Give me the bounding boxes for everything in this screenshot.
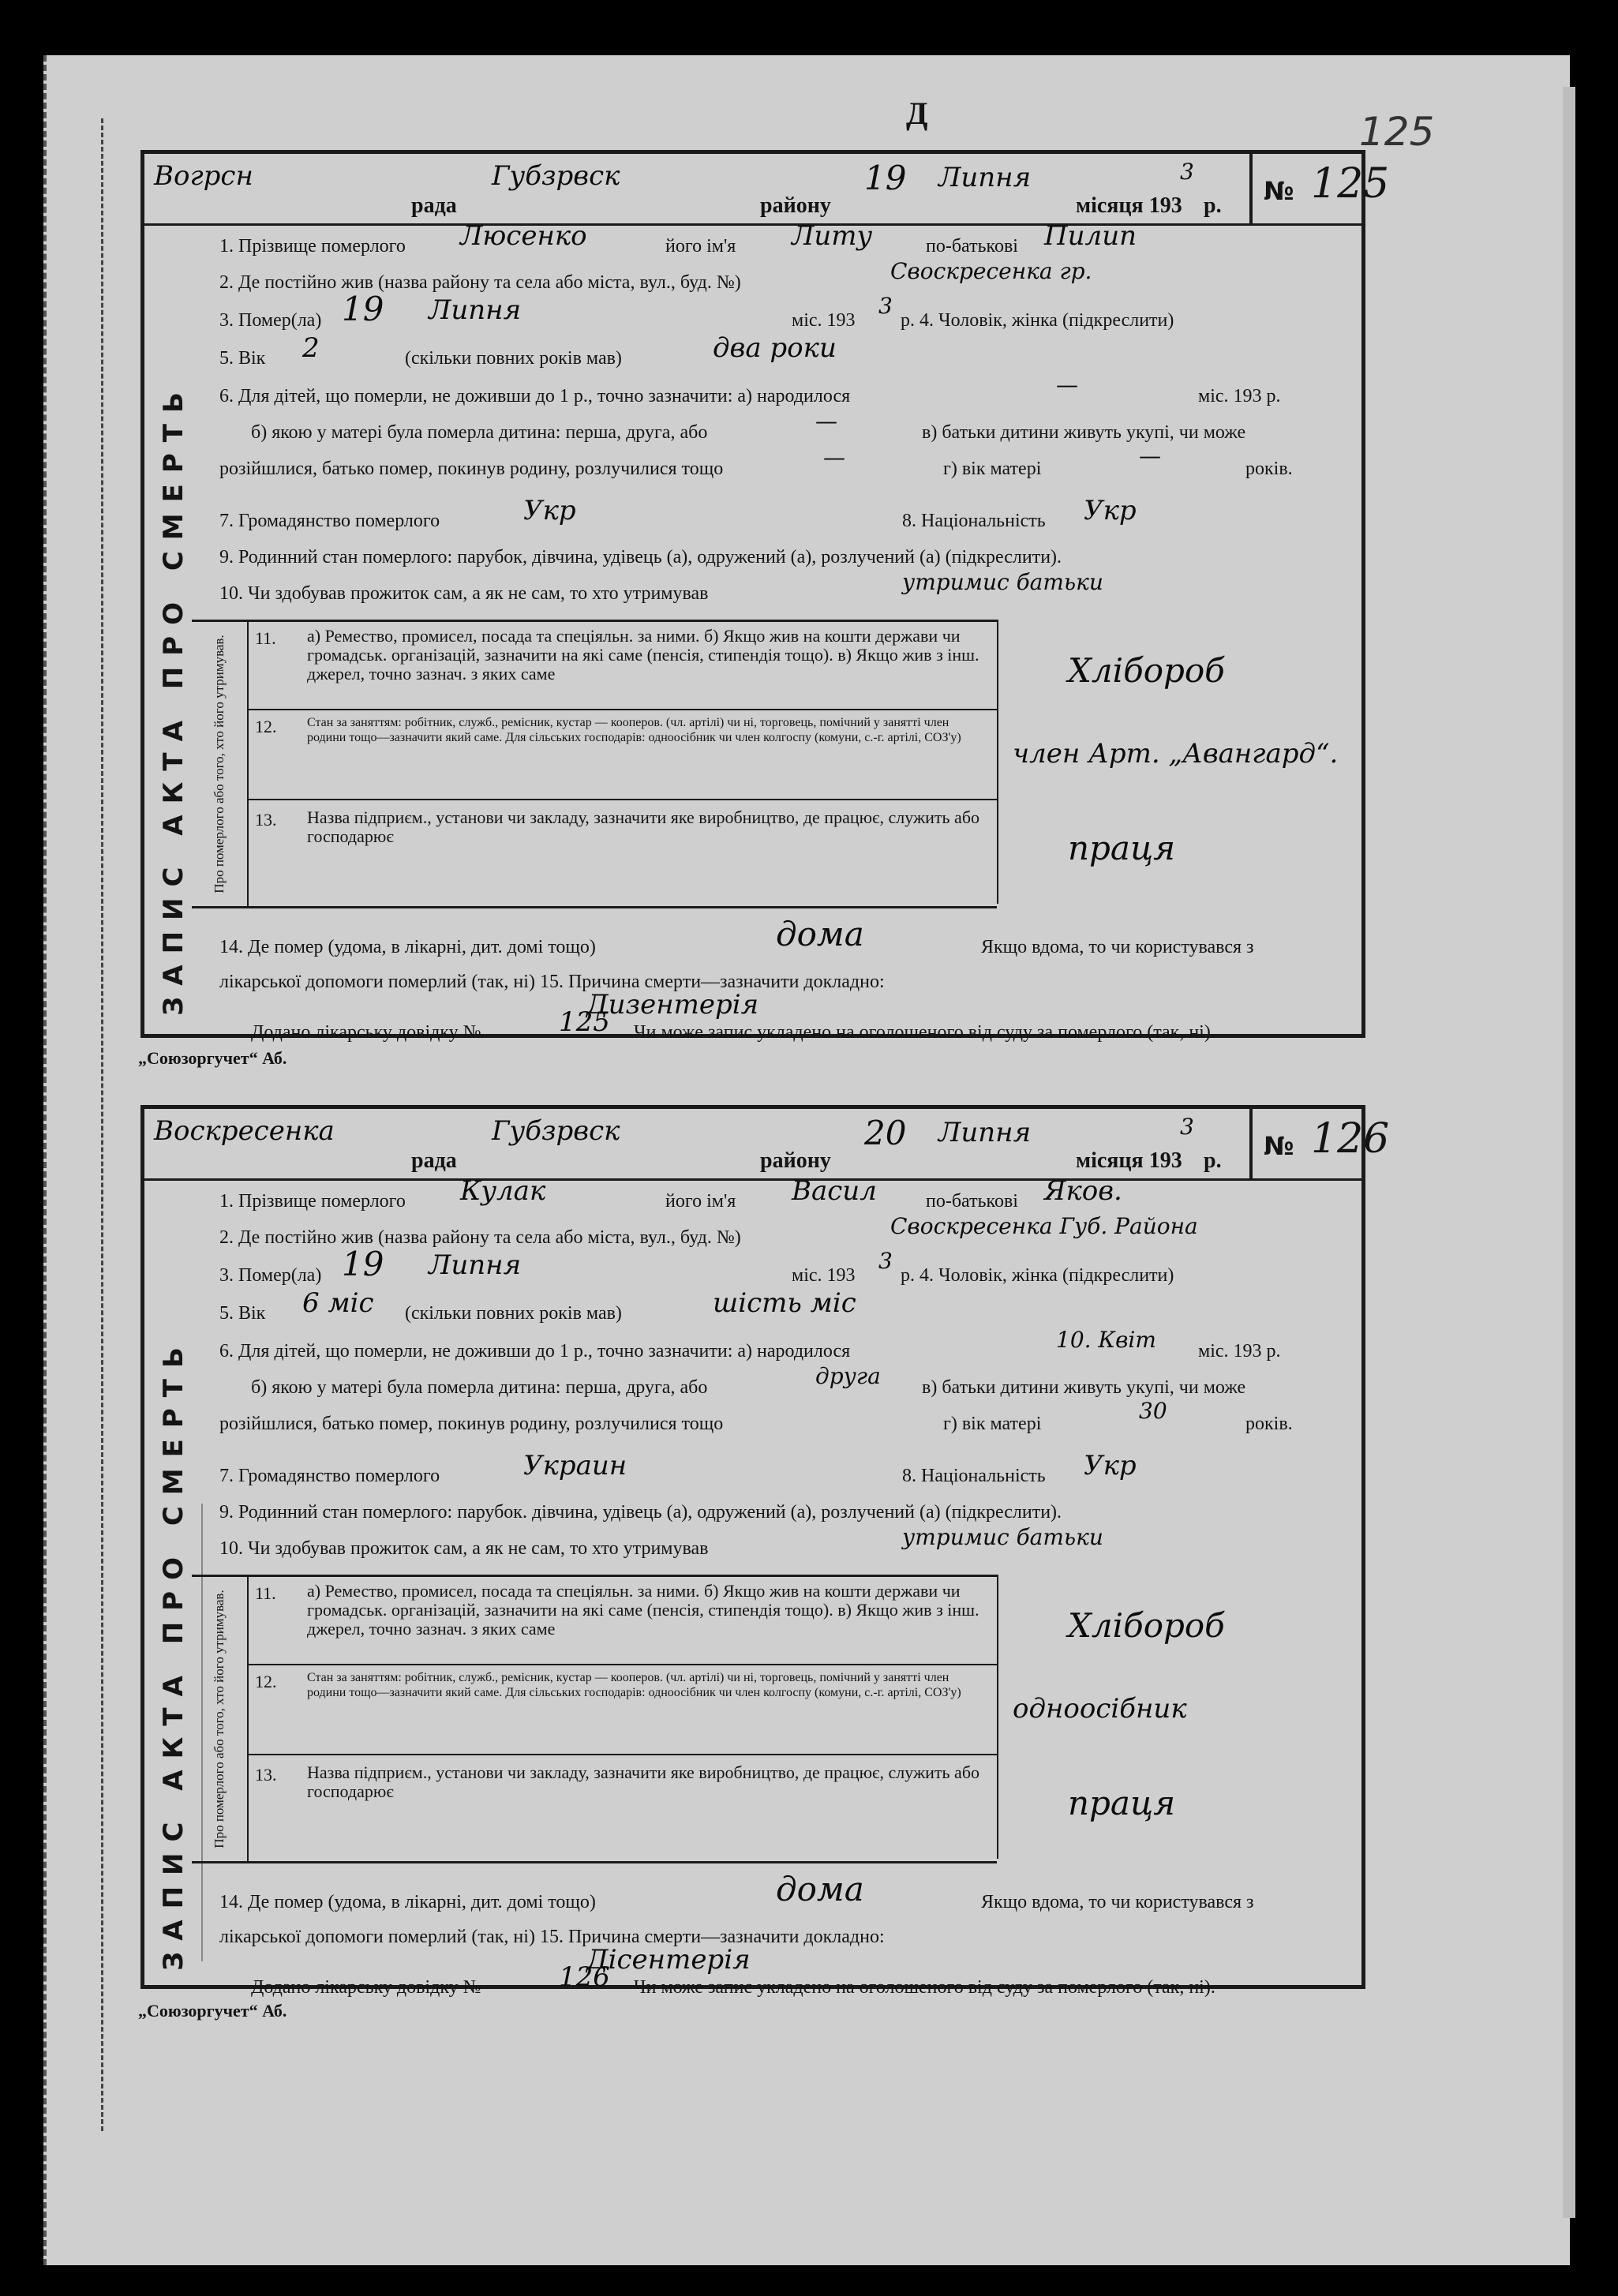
row-12-text: Стан за заняттям: робітник, служб., ремісник, кустар — кооперов. (чл. артілі) чи ні, торговець, помічний у занятті член родини тощо—зазначити який саме. Для сільських господарів: одноосібник чи член колгоспу (комуни, с.-г. артілі, СОЗ'у) — [307, 716, 961, 744]
row-13 — [247, 1755, 997, 1858]
death-date-label: 3. Помер(ла) — [219, 310, 322, 331]
district-handwritten: Губзрвск — [492, 1115, 620, 1147]
patronymic-value: Яков. — [1044, 1175, 1122, 1207]
mother-age-label: г) вік матері — [943, 1414, 1042, 1434]
row-12-value: член Арт. „Авангард“. — [1013, 738, 1339, 770]
age-words-value: два роки — [713, 332, 837, 364]
death-year-suffix: 3 — [878, 1248, 893, 1274]
row-13-text: Назва підприєм., установи чи закладу, зазначити яке виробництво, де працює, служить або господарює — [307, 807, 980, 846]
header-rule — [144, 223, 1361, 226]
livelihood-value: утримис батьки — [902, 1524, 1103, 1550]
row-13-text: Назва підприєм., установи чи закладу, зазначити яке виробництво, де працює, служить або господарює — [307, 1762, 980, 1801]
binding-perforation — [101, 118, 103, 2131]
row-12-number: 12. — [255, 717, 277, 736]
marital-status-label: 9. Родинний стан померлого: парубок. дівчина, удівець (а), одружений (а), розлучений (а) (підкреслити). — [219, 1502, 1062, 1523]
infant-born-label: 6. Для дітей, що померли, не доживши до 1 р., точно зазначити: а) народилося — [219, 386, 851, 406]
number-label: № — [1264, 1131, 1294, 1161]
death-day-value: 19 — [342, 1245, 384, 1283]
death-record-form-2 — [140, 1105, 1390, 1998]
row-11-number: 11. — [255, 628, 276, 648]
rada-label: рада — [411, 1148, 457, 1173]
month-year-label: місяця 193 — [1076, 1148, 1182, 1173]
day-handwritten: 19 — [864, 159, 907, 197]
surname-value: Кулак — [460, 1175, 546, 1207]
cause-of-death-value: Дісентерія — [586, 1944, 751, 1976]
occupation-table — [192, 620, 997, 908]
row-12 — [247, 710, 997, 800]
death-day-value: 19 — [342, 290, 384, 328]
row-13-number: 13. — [255, 810, 277, 830]
livelihood-value: утримис батьки — [902, 569, 1103, 595]
printer-footer-2: „Союзоргучет“ Аб. — [138, 2001, 287, 2021]
occupation-table-side — [192, 1577, 249, 1861]
residence-value: Своскресенка Губ. Района — [890, 1213, 1198, 1239]
record-number-handwritten: 125 — [1311, 160, 1390, 208]
row-11 — [247, 1577, 997, 1665]
infant-order-value: — — [815, 408, 837, 434]
row-13-value: праця — [1068, 829, 1176, 867]
row-12 — [247, 1665, 997, 1755]
gender-label: р. 4. Чоловік, жінка (підкреслити) — [901, 1265, 1174, 1286]
row-12-value: одноосібник — [1013, 1693, 1187, 1725]
name-label: його ім'я — [665, 236, 736, 257]
row-12-text: Стан за заняттям: робітник, служб., ремісник, кустар — кооперов. (чл. артілі) чи ні, торговець, помічний у занятті член родини тощо—зазначити який саме. Для сільських господарів: одноосібник чи член колгоспу (комуни, с.-г. артілі, СОЗ'у) — [307, 1671, 961, 1699]
month-handwritten: Липня — [938, 1117, 1032, 1148]
death-month-value: Липня — [429, 1249, 522, 1281]
infant-born-year-label: міс. 193 р. — [1198, 1341, 1281, 1361]
day-handwritten: 20 — [864, 1114, 907, 1152]
surname-value: Люсенко — [460, 220, 587, 252]
table-divider — [997, 620, 998, 904]
residence-value: Своскресенка гр. — [890, 258, 1092, 284]
death-place-value: дома — [776, 915, 864, 953]
table-divider — [997, 1575, 998, 1859]
patronymic-value: Пилип — [1044, 220, 1137, 252]
certificate-number: 125 — [559, 1006, 610, 1038]
rada-label: рада — [411, 193, 457, 218]
certificate-label: Додано лікарську довідку № — [251, 1977, 481, 1998]
occupation-table-side-label: Про померлого або того, хто його утримував. — [212, 635, 227, 893]
cause-of-death-label: лікарської допомоги померлий (так, ні) 15. Причина смерти—зазначити докладно: — [219, 1927, 885, 1947]
gender-label: р. 4. Чоловік, жінка (підкреслити) — [901, 310, 1174, 331]
district-handwritten: Губзрвск — [492, 160, 620, 192]
page-letter: Д — [906, 96, 928, 131]
record-number-box — [1249, 154, 1390, 225]
header-rule — [144, 1178, 1361, 1181]
name-value: Васил — [792, 1175, 877, 1207]
mother-age-value: — — [1139, 443, 1161, 469]
patronymic-label: по-батькові — [926, 236, 1018, 257]
death-year-label: міс. 193 — [792, 310, 856, 331]
month-handwritten: Липня — [938, 162, 1032, 193]
court-record-label: Чи може запис укладено на оголошеного від суду за померлого (так, ні). — [634, 1977, 1215, 1998]
death-date-label: 3. Помер(ла) — [219, 1265, 322, 1286]
age-hint-label: (скільки повних років мав) — [405, 1303, 622, 1324]
side-title: ЗАПИС АКТА ПРО СМЕРТЬ — [158, 1336, 189, 1971]
citizenship-label: 7. Громадянство померлого — [219, 511, 440, 531]
name-label: його ім'я — [665, 1191, 736, 1212]
occupation-table — [192, 1575, 997, 1863]
surname-label: 1. Прізвище померлого — [219, 236, 406, 257]
infant-parents-value: — — [823, 444, 845, 470]
death-place-label: 14. Де помер (удома, в лікарні, дит. домі тощо) — [219, 937, 596, 957]
citizenship-value: Укр — [523, 495, 576, 526]
age-label: 5. Вік — [219, 348, 266, 369]
r-label: р. — [1204, 193, 1222, 218]
record-number-handwritten: 126 — [1311, 1115, 1390, 1163]
marital-status-label: 9. Родинний стан померлого: парубок, дівчина, удівець (а), одружений (а), розлучений (а) (підкреслити). — [219, 547, 1062, 567]
court-record-label: Чи може запис укладено на оголошеного від суду за померлого (так, ні). — [634, 1022, 1215, 1043]
age-value: 2 — [302, 332, 320, 364]
age-label: 5. Вік — [219, 1303, 266, 1324]
nationality-label: 8. Національність — [902, 511, 1046, 531]
infant-born-label: 6. Для дітей, що померли, не доживши до 1 р., точно зазначити: а) народилося — [219, 1341, 851, 1361]
cause-of-death-value: Дизентерія — [586, 989, 759, 1021]
year-suffix-handwritten: 3 — [1180, 1114, 1194, 1140]
row-11-number: 11. — [255, 1583, 276, 1603]
death-place-label: 14. Де помер (удома, в лікарні, дит. домі тощо) — [219, 1892, 596, 1912]
raion-label: району — [760, 193, 831, 218]
death-year-label: міс. 193 — [792, 1265, 856, 1286]
village-handwritten: Воскресенка — [154, 1115, 335, 1147]
side-title: ЗАПИС АКТА ПРО СМЕРТЬ — [158, 381, 189, 1016]
row-11 — [247, 622, 997, 710]
infant-order-value: друга — [815, 1363, 881, 1389]
page-number-handwritten: 125 — [1359, 109, 1435, 155]
death-year-suffix: 3 — [878, 293, 893, 319]
infant-parents-status-label: розійшлися, батько помер, покинув родину, розлучилися тощо — [219, 1414, 724, 1434]
age-hint-label: (скільки повних років мав) — [405, 348, 622, 369]
surname-label: 1. Прізвище померлого — [219, 1191, 406, 1212]
village-handwritten: Вогрсн — [154, 160, 253, 192]
nationality-label: 8. Національність — [902, 1466, 1046, 1486]
infant-parents-status-label: розійшлися, батько помер, покинув родину, розлучилися тощо — [219, 459, 724, 479]
row-11-text: а) Ремество, промисел, посада та спеціяльн. за ними. б) Якщо жив на кошти держави чи громадськ. організацій, зазначити на які саме (пенсія, стипендія тощо). в) Якщо жив з інш. джерел, точно зазнач. з яких саме — [307, 626, 979, 684]
occupation-table-side — [192, 622, 249, 906]
number-label: № — [1264, 176, 1294, 206]
medical-help-label: Якщо вдома, то чи користувався з — [981, 1892, 1254, 1912]
citizenship-value: Украин — [523, 1450, 627, 1481]
residence-label: 2. Де постійно жив (назва району та села або міста, вул., буд. №) — [219, 1227, 741, 1248]
infant-born-value: — — [1056, 372, 1078, 398]
year-suffix-handwritten: 3 — [1180, 159, 1194, 185]
cause-of-death-label: лікарської допомоги померлий (так, ні) 15. Причина смерти—зазначити докладно: — [219, 972, 885, 992]
certificate-number: 126 — [559, 1961, 610, 1993]
printer-footer-1: „Союзоргучет“ Аб. — [138, 1048, 287, 1068]
sheet-edge — [1563, 87, 1575, 2218]
medical-help-label: Якщо вдома, то чи користувався з — [981, 937, 1254, 957]
mother-age-unit: років. — [1245, 1414, 1293, 1434]
patronymic-label: по-батькові — [926, 1191, 1018, 1212]
death-place-value: дома — [776, 1870, 864, 1908]
infant-order-label: б) якою у матері була померла дитина: перша, друга, або — [251, 422, 708, 443]
name-value: Литу — [792, 220, 873, 252]
record-number-box — [1249, 1109, 1390, 1180]
mother-age-label: г) вік матері — [943, 459, 1042, 479]
month-year-label: місяця 193 — [1076, 193, 1182, 218]
age-words-value: шість міс — [713, 1287, 856, 1319]
mother-age-value: 30 — [1139, 1398, 1167, 1424]
row-11-value: Хлібороб — [1068, 651, 1225, 690]
row-13-number: 13. — [255, 1765, 277, 1785]
infant-born-year-label: міс. 193 р. — [1198, 386, 1281, 406]
row-11-value: Хлібороб — [1068, 1606, 1225, 1645]
residence-label: 2. Де постійно жив (назва району та села або міста, вул., буд. №) — [219, 272, 741, 293]
infant-born-value: 10. Квіт — [1056, 1327, 1156, 1353]
r-label: р. — [1204, 1148, 1222, 1173]
death-record-form-1 — [140, 150, 1390, 1043]
infant-order-label: б) якою у матері була померла дитина: перша, друга, або — [251, 1377, 708, 1398]
row-11-text: а) Ремество, промисел, посада та спеціяльн. за ними. б) Якщо жив на кошти держави чи громадськ. організацій, зазначити на які саме (пенсія, стипендія тощо). в) Якщо жив з інш. джерел, точно зазнач. з яких саме — [307, 1581, 979, 1639]
row-12-number: 12. — [255, 1672, 277, 1691]
row-13 — [247, 800, 997, 903]
citizenship-label: 7. Громадянство померлого — [219, 1466, 440, 1486]
age-value: 6 міс — [302, 1287, 374, 1319]
infant-parents-label: в) батьки дитини живуть укупі, чи може — [922, 422, 1246, 443]
livelihood-label: 10. Чи здобував прожиток сам, а як не сам, то хто утримував — [219, 583, 709, 604]
row-13-value: праця — [1068, 1784, 1176, 1822]
certificate-label: Додано лікарську довідку № — [251, 1022, 481, 1043]
occupation-table-side-label: Про померлого або того, хто його утримував. — [212, 1590, 227, 1848]
infant-parents-label: в) батьки дитини живуть укупі, чи може — [922, 1377, 1246, 1398]
nationality-value: Укр — [1084, 1450, 1137, 1481]
raion-label: району — [760, 1148, 831, 1173]
mother-age-unit: років. — [1245, 459, 1293, 479]
death-month-value: Липня — [429, 294, 522, 326]
nationality-value: Укр — [1084, 495, 1137, 526]
livelihood-label: 10. Чи здобував прожиток сам, а як не сам, то хто утримував — [219, 1538, 709, 1559]
